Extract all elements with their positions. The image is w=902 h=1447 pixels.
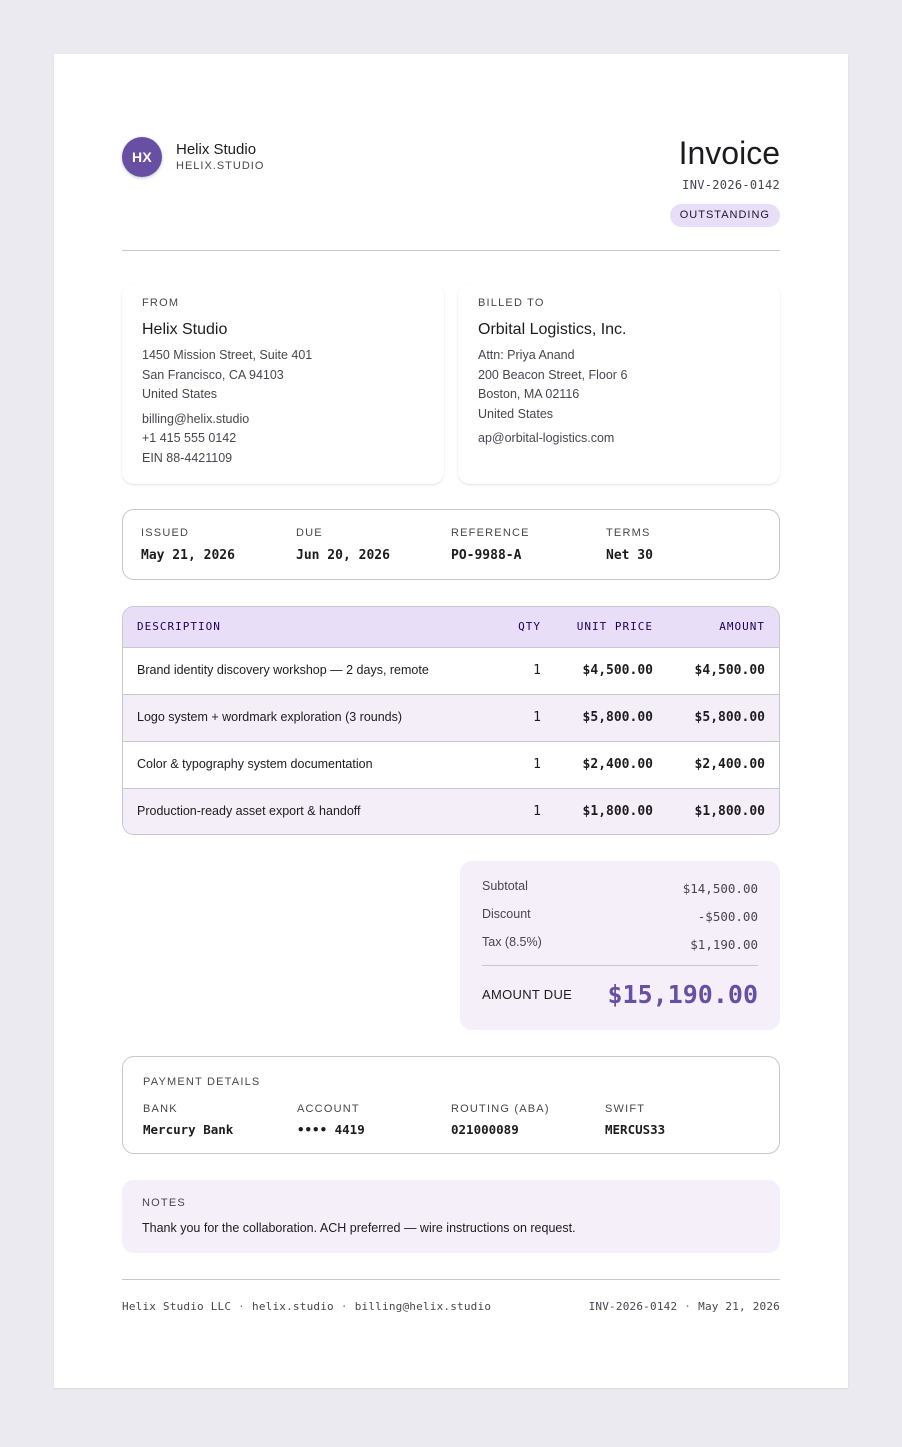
item-unit-price: $4,500.00 <box>582 662 653 678</box>
amount-due-line <box>482 980 758 1009</box>
payment-field-label: BANK <box>143 1103 178 1115</box>
billed-to-label: BILLED TO <box>478 297 545 309</box>
billed-to-address-line: Attn: Priya Anand <box>478 348 575 362</box>
payment-details-label: PAYMENT DETAILS <box>143 1076 261 1088</box>
item-qty: 1 <box>533 803 541 819</box>
line-items-table <box>122 606 780 835</box>
separator-dot: · <box>238 1300 245 1313</box>
payment-field-value: •••• 4419 <box>297 1122 365 1137</box>
company-brand <box>122 137 264 177</box>
invoice-title-block <box>670 134 780 227</box>
item-unit-price: $2,400.00 <box>582 756 653 772</box>
notes-card <box>122 1180 780 1253</box>
subtotal-label: Subtotal <box>482 879 528 893</box>
tax-value: $1,190.00 <box>690 937 758 952</box>
item-amount: $1,800.00 <box>694 803 765 819</box>
meta-value: Jun 20, 2026 <box>296 548 390 563</box>
totals-card <box>460 861 780 1030</box>
payment-fields <box>143 1102 759 1137</box>
from-address-line: 1450 Mission Street, Suite 401 <box>142 348 313 362</box>
item-amount: $4,500.00 <box>694 662 765 678</box>
footer-company: Helix Studio LLC <box>122 1300 232 1313</box>
invoice-page <box>54 54 848 1388</box>
footer-email[interactable]: billing@helix.studio <box>354 1300 492 1313</box>
invoice-meta <box>122 509 780 580</box>
footer <box>122 1300 780 1313</box>
separator-dot: · <box>684 1300 692 1313</box>
meta-due <box>296 526 451 579</box>
footer-divider <box>122 1279 780 1280</box>
billed-to-address-line: 200 Beacon Street, Floor 6 <box>478 367 628 382</box>
footer-website[interactable]: helix.studio <box>252 1300 334 1313</box>
from-email[interactable]: billing@helix.studio <box>142 411 250 426</box>
meta-value: May 21, 2026 <box>141 548 235 563</box>
notes-label: NOTES <box>142 1197 186 1209</box>
totals-divider <box>482 965 758 966</box>
payment-details-card <box>122 1056 780 1154</box>
payment-field-label: SWIFT <box>605 1103 646 1115</box>
discount-value: -$500.00 <box>697 909 758 924</box>
meta-value: PO-9988-A <box>451 548 522 563</box>
invoice-title: Invoice <box>678 135 780 171</box>
item-description: Production-ready asset export & handoff <box>137 804 361 818</box>
header-divider <box>122 250 780 251</box>
tax-label: Tax (8.5%) <box>482 935 542 949</box>
meta-reference <box>451 526 606 579</box>
meta-value: Net 30 <box>606 548 653 563</box>
brand-text <box>176 141 264 173</box>
column-header-qty: QTY <box>518 619 541 633</box>
table-header-row <box>123 607 779 647</box>
meta-label: TERMS <box>606 527 651 539</box>
billed-to-address-line: United States <box>478 406 554 421</box>
from-phone: +1 415 555 0142 <box>142 431 237 445</box>
payment-swift <box>605 1102 759 1137</box>
footer-left <box>122 1300 491 1313</box>
company-name: Helix Studio <box>176 141 257 158</box>
from-address <box>142 346 424 405</box>
from-address-line: United States <box>142 387 218 401</box>
from-address-line: San Francisco, CA 94103 <box>142 367 284 382</box>
footer-right <box>589 1300 780 1313</box>
amount-due-value: $15,190.00 <box>607 980 758 1009</box>
payment-bank <box>143 1102 297 1137</box>
item-qty: 1 <box>533 662 541 678</box>
billed-to-address <box>478 346 760 424</box>
item-unit-price: $5,800.00 <box>582 709 653 725</box>
item-description: Brand identity discovery workshop — 2 days, remote <box>137 663 429 677</box>
item-qty: 1 <box>533 756 541 772</box>
billed-to-name: Orbital Logistics, Inc. <box>478 321 627 338</box>
column-header-amount: AMOUNT <box>719 619 765 633</box>
discount-label: Discount <box>482 907 531 921</box>
item-qty: 1 <box>533 709 541 725</box>
billed-to-email[interactable]: ap@orbital-logistics.com <box>478 431 615 445</box>
invoice-number: INV-2026-0142 <box>682 178 780 192</box>
meta-label: DUE <box>296 527 323 539</box>
tax-line <box>482 935 758 963</box>
item-description: Color & typography system documentation <box>137 757 373 771</box>
item-unit-price: $1,800.00 <box>582 803 653 819</box>
billed-to-card <box>458 284 780 484</box>
payment-field-label: ROUTING (ABA) <box>451 1103 550 1115</box>
subtotal-value: $14,500.00 <box>682 881 758 896</box>
payment-field-label: ACCOUNT <box>297 1103 360 1115</box>
billed-to-address-line: Boston, MA 02116 <box>478 387 580 401</box>
notes-text: Thank you for the collaboration. ACH preferred — wire instructions on request. <box>142 1221 576 1235</box>
amount-due-label: AMOUNT DUE <box>482 987 573 1002</box>
payment-field-value: 021000089 <box>451 1122 519 1137</box>
from-card <box>122 284 444 484</box>
discount-line <box>482 907 758 935</box>
footer-invoice-number: INV-2026-0142 <box>588 1300 678 1313</box>
meta-issued <box>141 526 296 579</box>
separator-dot: · <box>340 1300 348 1313</box>
table-row <box>123 647 779 694</box>
item-description: Logo system + wordmark exploration (3 rounds) <box>137 710 403 724</box>
company-domain: HELIX.STUDIO <box>176 160 265 172</box>
column-header-unit-price: UNIT PRICE <box>576 619 653 633</box>
meta-terms <box>606 526 761 579</box>
footer-date: May 21, 2026 <box>698 1300 780 1313</box>
item-amount: $5,800.00 <box>694 709 765 725</box>
column-header-description: DESCRIPTION <box>137 619 221 633</box>
item-amount: $2,400.00 <box>694 756 765 772</box>
meta-label: REFERENCE <box>451 527 530 539</box>
subtotal-line <box>482 879 758 907</box>
table-row <box>123 741 779 788</box>
table-row <box>123 788 779 835</box>
from-name: Helix Studio <box>142 321 228 338</box>
company-avatar: HX <box>122 137 162 177</box>
meta-label: ISSUED <box>141 527 190 539</box>
billed-to-contact <box>478 429 760 449</box>
payment-routing <box>451 1102 605 1137</box>
table-row <box>123 694 779 741</box>
payment-field-value: MERCUS33 <box>605 1122 666 1137</box>
payment-field-value: Mercury Bank <box>143 1122 234 1137</box>
from-label: FROM <box>142 297 180 309</box>
status-badge: OUTSTANDING <box>670 204 780 227</box>
from-contact <box>142 410 424 469</box>
from-ein: EIN 88-4421109 <box>142 450 233 465</box>
payment-account <box>297 1102 451 1137</box>
